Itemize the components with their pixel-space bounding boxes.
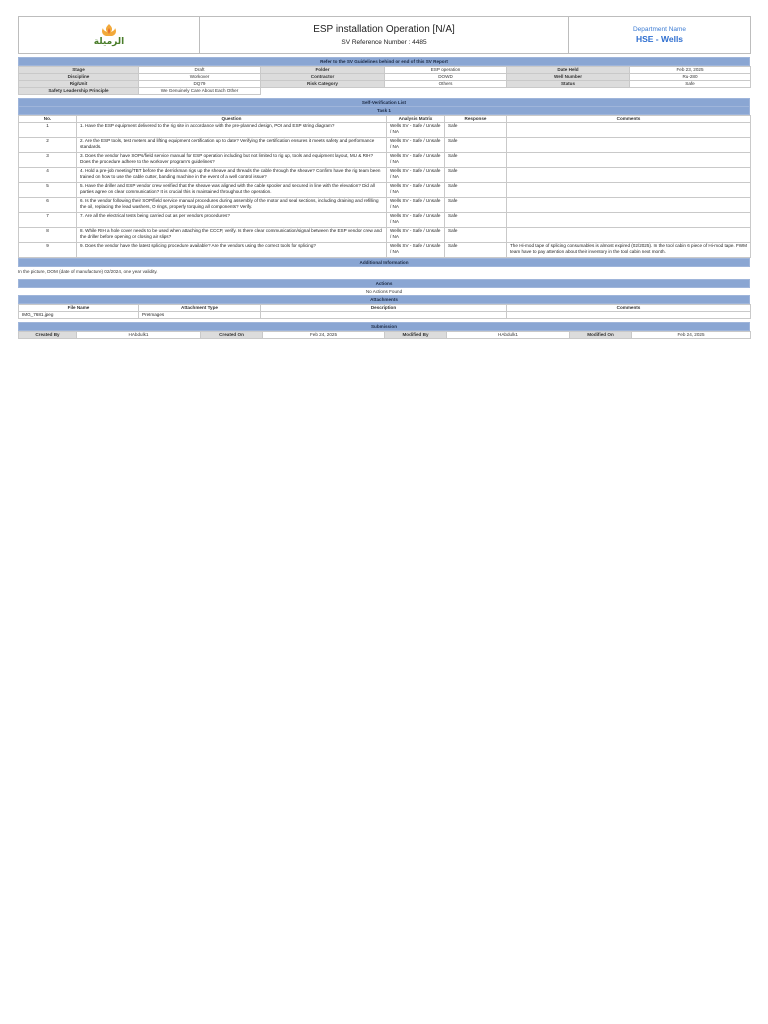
task-title: Task 1 <box>19 107 750 115</box>
stage-label: Stage <box>19 67 139 74</box>
row-number: 5 <box>19 183 77 198</box>
col-attachment-type: Attachment Type <box>139 305 261 312</box>
guidelines-section <box>18 57 750 66</box>
well-number-value: Ru-280 <box>630 74 751 81</box>
created-by-value: HAbdulk1 <box>77 332 201 339</box>
row-response: Safe <box>445 183 507 198</box>
contractor-value: DOWD <box>385 74 507 81</box>
actions-section <box>18 279 750 288</box>
attachment-description <box>261 312 507 319</box>
discipline-label: Discipline <box>19 74 139 81</box>
row-question: 5. Have the driller and ESP vendor crew verified that the sheave was aligned with the cable spooler and secured in line with the elevation? Did all parties agree on clear communication? It is crucial this is maintained throughout the operation. <box>77 183 387 198</box>
table-row <box>19 183 751 198</box>
row-response: Safe <box>445 198 507 213</box>
additional-section <box>18 258 750 267</box>
row-question: 1. Have the ESP equipment delivered to the rig site in accordance with the pre-planned design, POI and ESP string diagram? <box>77 123 387 138</box>
row-number: 8 <box>19 228 77 243</box>
submission-table <box>18 331 751 339</box>
row-question: 6. Is the vendor following their SOP/field service manual procedures during assembly of the motor and seal sections, including draining and refilling the oil, replacing the lead washers, O rings, properly torquing all components? Verify. <box>77 198 387 213</box>
col-response: Response <box>445 116 507 123</box>
checklist-table <box>18 115 751 258</box>
table-row <box>19 123 751 138</box>
additional-text: In the picture, DOM (date of manufacture) 02/2024, one year validity. <box>18 269 158 274</box>
date-held-value: Feb 23, 2025 <box>630 67 751 74</box>
attachment-type: PreImages <box>139 312 261 319</box>
status-label: Status <box>507 81 630 88</box>
risk-category-label: Risk Category <box>261 81 385 88</box>
row-number: 1 <box>19 123 77 138</box>
modified-by-label: Modified By <box>385 332 447 339</box>
row-response: Safe <box>445 228 507 243</box>
row-response: Safe <box>445 138 507 153</box>
company-logo <box>94 23 124 47</box>
row-matrix: Wells SV - Safe / Unsafe / NA <box>387 243 445 258</box>
row-question: 8. While RIH a hole cover needs to be used when attaching the CCCP, verify. Is there clear communication/signal between the ESP vendor crew and the driller before opening or closing air slips? <box>77 228 387 243</box>
flame-logo-icon <box>98 23 120 37</box>
contractor-label: Contractor <box>261 74 385 81</box>
row-number: 7 <box>19 213 77 228</box>
department-value: HSE - Wells <box>635 34 684 44</box>
row-question: 4. Hold a pre-job meeting/TBT before the derrickman rigs up the sheave and threads the cable through the sheave? Confirm have the rig team been trained on how to use the cable cutter, banding machine in the event of a well control issue? <box>77 168 387 183</box>
table-row <box>19 138 751 153</box>
row-matrix: Wells SV - Safe / Unsafe / NA <box>387 138 445 153</box>
empty-cell <box>261 88 385 95</box>
status-value: Safe <box>630 81 751 88</box>
col-no: No. <box>19 116 77 123</box>
empty-cell <box>385 88 507 95</box>
row-number: 9 <box>19 243 77 258</box>
table-row <box>19 312 751 319</box>
attachments-title: Attachments <box>19 296 750 304</box>
col-comments: Comments <box>507 116 751 123</box>
table-row <box>19 198 751 213</box>
attachments-table <box>18 304 751 319</box>
table-row <box>19 228 751 243</box>
logo-cell <box>19 17 200 54</box>
col-analysis-matrix: Analysis Matrix <box>387 116 445 123</box>
sv-reference: SV Reference Number : 4485 <box>341 38 427 46</box>
submission-section <box>18 322 750 331</box>
row-matrix: Wells SV - Safe / Unsafe / NA <box>387 153 445 168</box>
department-label: Department Name <box>632 26 687 33</box>
empty-cell <box>507 88 630 95</box>
row-comments <box>507 153 751 168</box>
info-grid <box>18 66 751 95</box>
created-by-label: Created By <box>19 332 77 339</box>
principle-value: We Genuinely Care About Each Other <box>139 88 261 95</box>
row-comments <box>507 213 751 228</box>
row-comments <box>507 138 751 153</box>
row-number: 4 <box>19 168 77 183</box>
date-held-label: Date Held <box>507 67 630 74</box>
created-on-value: Feb 24, 2025 <box>263 332 385 339</box>
row-response: Safe <box>445 243 507 258</box>
rig-unit-value: DQ79 <box>139 81 261 88</box>
col-question: Question <box>77 116 387 123</box>
empty-cell <box>630 88 751 95</box>
well-number-label: Well Number <box>507 74 630 81</box>
row-matrix: Wells SV - Safe / Unsafe / NA <box>387 168 445 183</box>
row-comments <box>507 198 751 213</box>
guidelines-banner: Refer to the SV Guidelines behind or end of this SV Report <box>19 58 750 66</box>
col-description: Description <box>261 305 507 312</box>
actions-empty-text: No Actions Found <box>365 289 403 294</box>
created-on-label: Created On <box>201 332 263 339</box>
row-question: 3. Does the vendor have SOPs/field service manual for ESP operation including but not limited to rig up, tools and equipment layout, MU & RIH? Does the procedure adhere to the workover program's guidelines? <box>77 153 387 168</box>
actions-title: Actions <box>19 280 750 288</box>
row-matrix: Wells SV - Safe / Unsafe / NA <box>387 123 445 138</box>
department-cell <box>569 17 751 54</box>
stage-value: Draft <box>139 67 261 74</box>
logo-text: الرميلة <box>93 37 125 47</box>
modified-on-label: Modified On <box>570 332 632 339</box>
table-row <box>19 213 751 228</box>
principle-label: Safety Leadership Principle <box>19 88 139 95</box>
row-matrix: Wells SV - Safe / Unsafe / NA <box>387 213 445 228</box>
row-number: 3 <box>19 153 77 168</box>
table-row <box>19 243 751 258</box>
row-response: Safe <box>445 153 507 168</box>
col-file-name: File Name <box>19 305 139 312</box>
row-matrix: Wells SV - Safe / Unsafe / NA <box>387 183 445 198</box>
modified-on-value: Feb 24, 2025 <box>632 332 751 339</box>
row-response: Safe <box>445 168 507 183</box>
row-matrix: Wells SV - Safe / Unsafe / NA <box>387 198 445 213</box>
table-row <box>19 168 751 183</box>
row-question: 9. Does the vendor have the latest splicing procedure available? Are the vendors using the correct tools for splicing? <box>77 243 387 258</box>
attachment-file-link[interactable]: IMG_7681.jpeg <box>19 312 139 319</box>
modified-by-value: HAbdulk1 <box>447 332 570 339</box>
folder-label: Folder <box>261 67 385 74</box>
row-comments <box>507 168 751 183</box>
table-row <box>19 153 751 168</box>
row-matrix: Wells SV - Safe / Unsafe / NA <box>387 228 445 243</box>
additional-title: Additional Information <box>19 259 750 267</box>
row-comments <box>507 123 751 138</box>
attachment-comments <box>507 312 751 319</box>
row-number: 2 <box>19 138 77 153</box>
row-comments: The Hi-mod tape of splicing consumables is almost expired (02/2025). In the tool cabin 6 piece of Hi-mod tape. FWM team have to pay attention about their inventory in the tool cabin next month. <box>507 243 751 258</box>
row-question: 7. Are all the electrical tests being carried out as per vendors procedures? <box>77 213 387 228</box>
risk-category-value: Others <box>385 81 507 88</box>
rig-unit-label: Rig/Unit <box>19 81 139 88</box>
row-question: 2. Are the ESP tools, test meters and lifting equipment certification up to date? Verifying the certification ensures it meets safety and performance standards. <box>77 138 387 153</box>
folder-value: ESP operation <box>385 67 507 74</box>
row-response: Safe <box>445 213 507 228</box>
col-attachment-comments: Comments <box>507 305 751 312</box>
submission-title: Submission <box>19 323 750 331</box>
checklist-section <box>18 98 750 115</box>
report-header <box>18 16 751 54</box>
row-comments <box>507 183 751 198</box>
row-response: Safe <box>445 123 507 138</box>
report-title: ESP installation Operation [N/A] <box>313 23 455 35</box>
checklist-title: Self-Verification List <box>19 99 750 107</box>
row-number: 6 <box>19 198 77 213</box>
discipline-value: Workover <box>139 74 261 81</box>
report-page <box>18 16 750 339</box>
row-comments <box>507 228 751 243</box>
attachments-section <box>18 295 750 304</box>
title-cell <box>200 17 569 54</box>
